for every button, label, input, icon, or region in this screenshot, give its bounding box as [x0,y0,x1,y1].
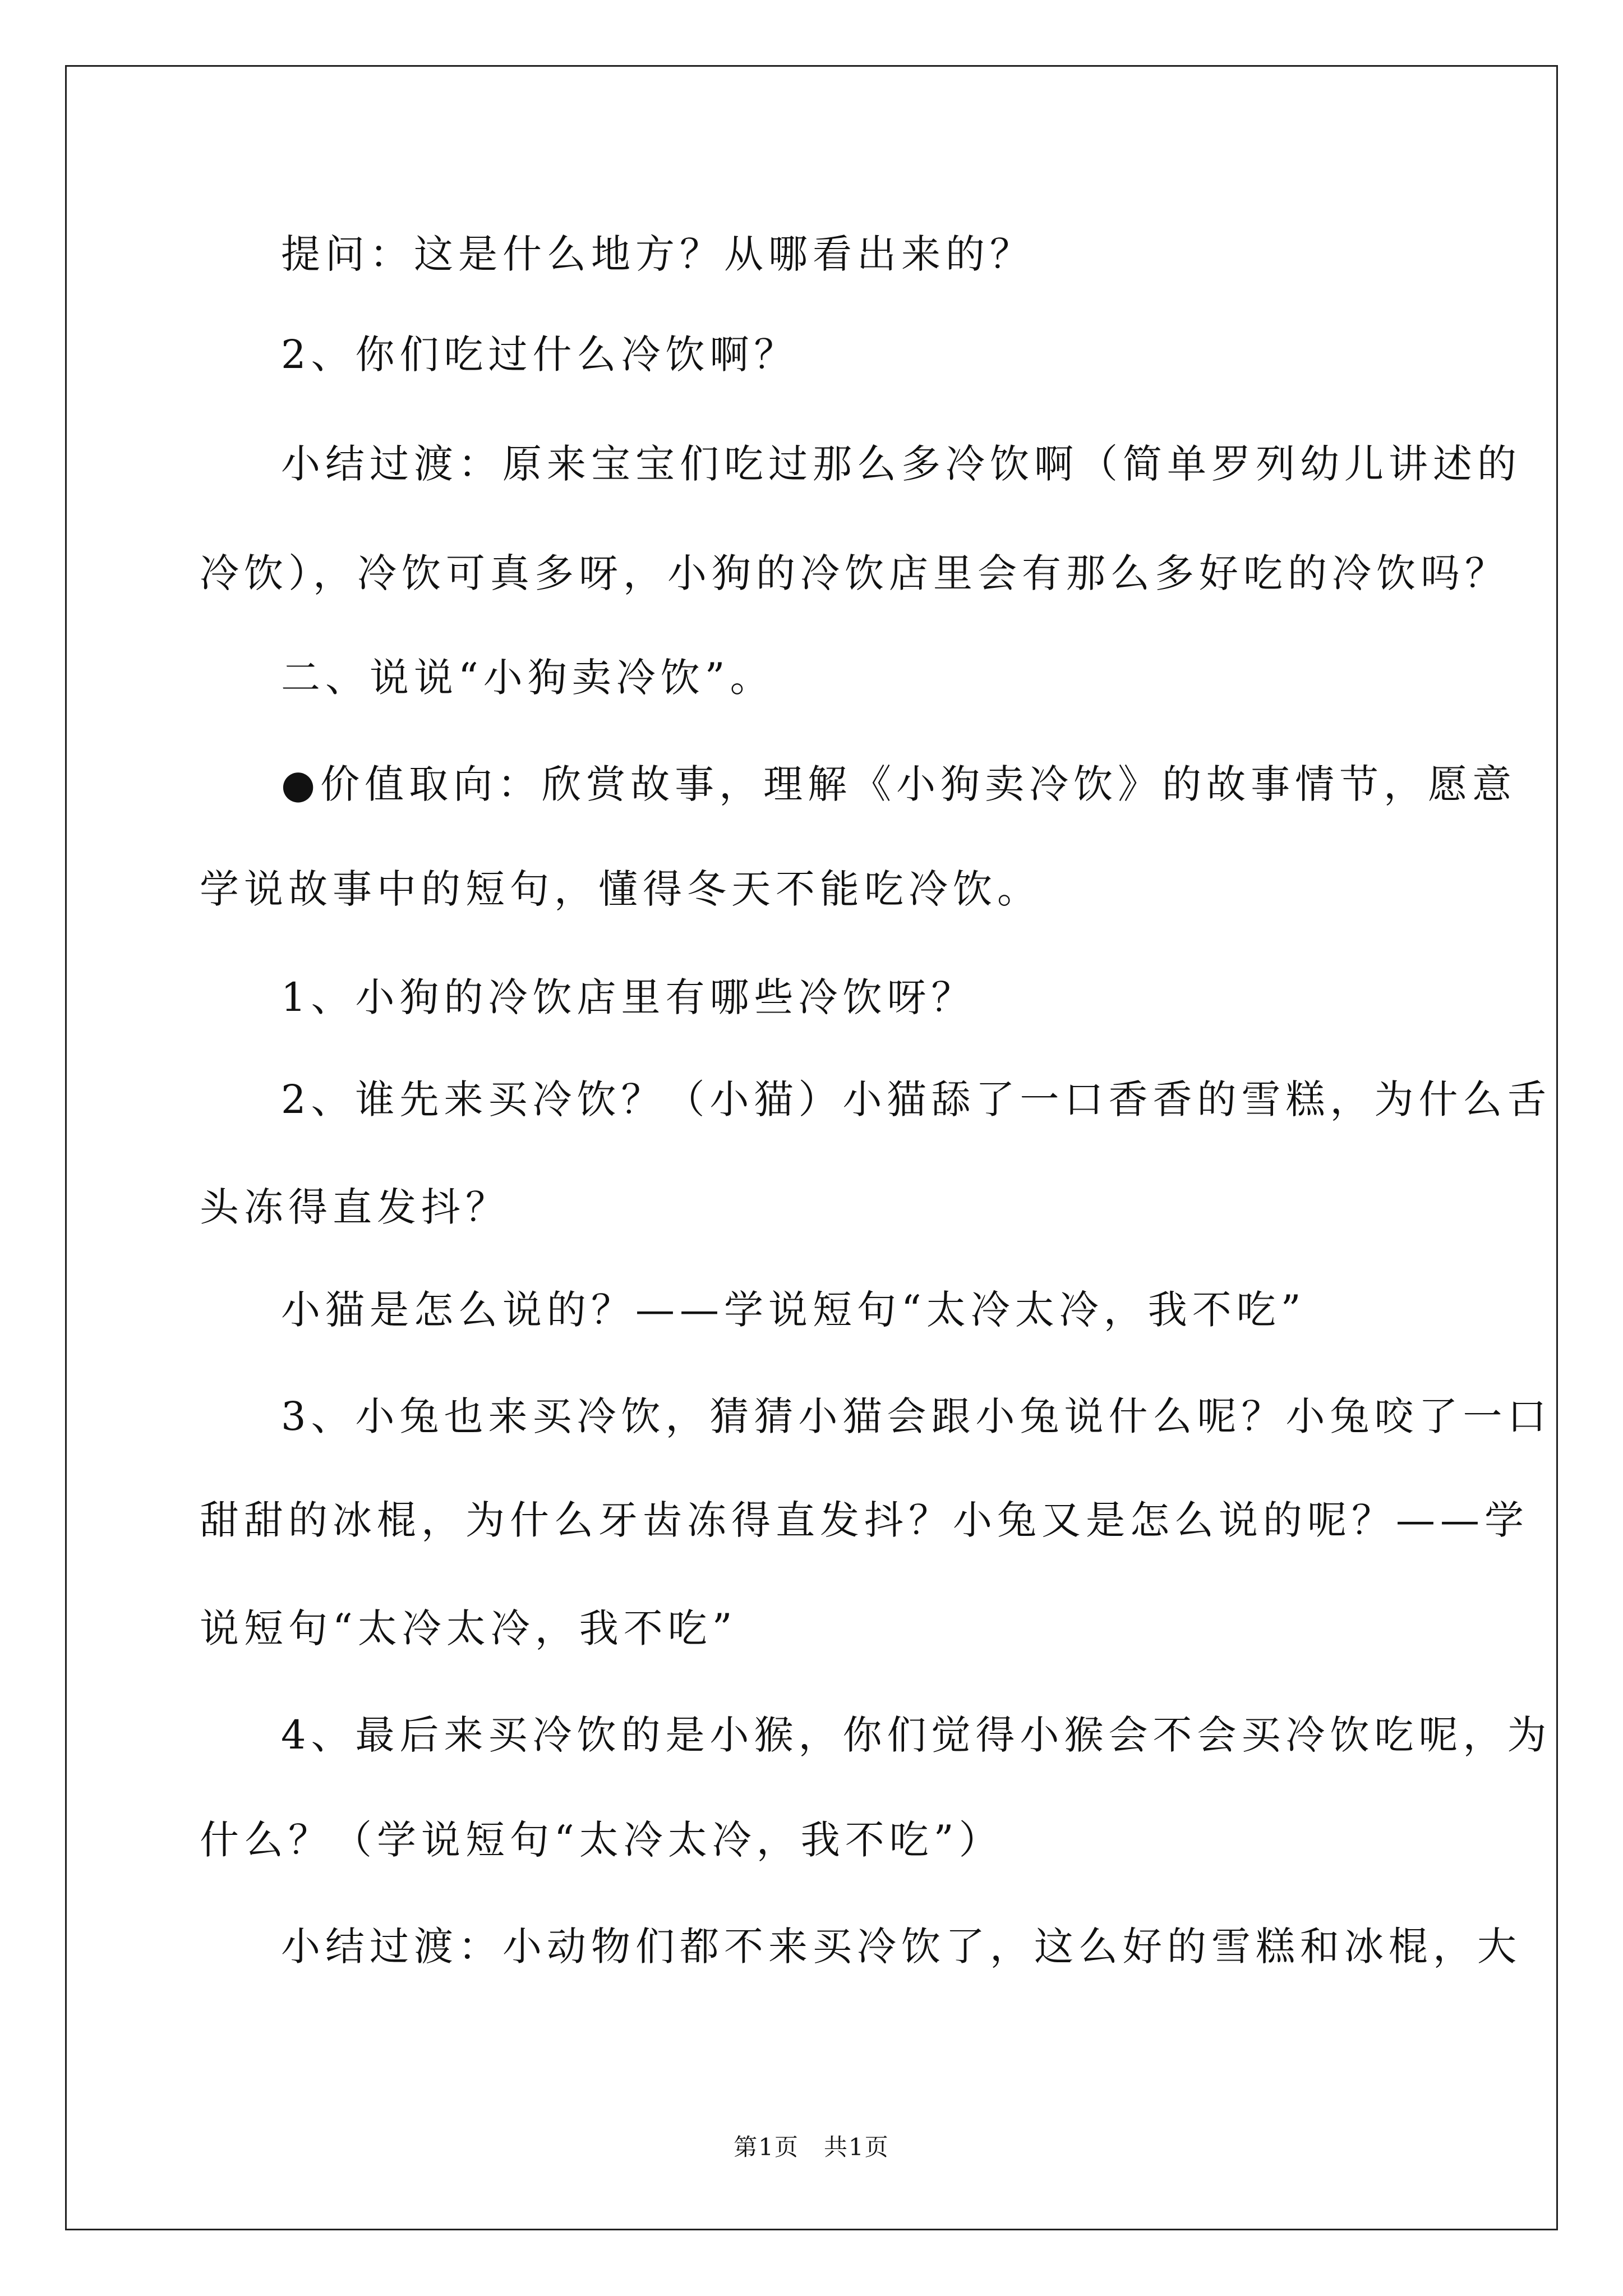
page-number-footer: 第1页 共1页 [734,2133,889,2161]
text-line: 4、最后来买冷饮的是小猴，你们觉得小猴会不会买冷饮吃呢，为 [281,1712,1552,1758]
text-line: 学说故事中的短句，懂得冬天不能吃冷饮。 [200,866,1041,912]
text-line: 2、谁先来买冷饮？（小猫）小猫舔了一口香香的雪糕，为什么舌 [281,1076,1552,1122]
text-line: 3、小兔也来买冷饮，猜猜小猫会跟小兔说什么呢？小兔咬了一口 [281,1393,1552,1439]
page-border [65,65,1558,2230]
text-line: 小结过渡：小动物们都不来买冷饮了，这么好的雪糕和冰棍，大 [281,1924,1521,1970]
text-line: 冷饮），冷饮可真多呀，小狗的冷饮店里会有那么多好吃的冷饮吗？ [200,550,1509,596]
text-line: 甜甜的冰棍，为什么牙齿冻得直发抖？小兔又是怎么说的呢？——学 [200,1497,1529,1543]
text-line: 二、说说“小狗卖冷饮”。 [281,655,774,701]
text-line: 2、你们吃过什么冷饮啊？ [281,332,799,378]
text-line: 提问：这是什么地方？从哪看出来的？ [281,231,1034,277]
text-line: 小猫是怎么说的？——学说短句“太冷太冷，我不吃” [281,1287,1306,1333]
text-line: 什么？（学说短句“太冷太冷，我不吃”） [200,1817,1003,1863]
text-line: 小结过渡：原来宝宝们吃过那么多冷饮啊（简单罗列幼儿讲述的 [281,441,1521,487]
text-line: 说短句“太冷太冷，我不吃” [200,1605,737,1651]
text-line: ●价值取向：欣赏故事，理解《小狗卖冷饮》的故事情节，愿意 [281,761,1517,807]
text-line: 1、小狗的冷饮店里有哪些冷饮呀？ [281,974,976,1020]
text-line: 头冻得直发抖？ [200,1184,510,1230]
